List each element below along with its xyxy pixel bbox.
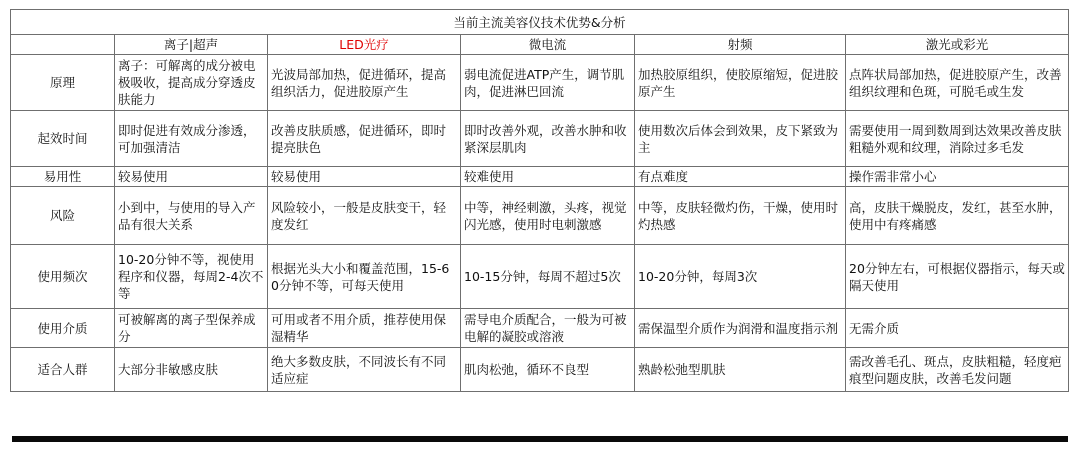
row-label-principle: 原理: [11, 55, 115, 111]
table-row: [11, 167, 1069, 187]
table-cell: 加热胶原组织，使胶原缩短，促进胶原产生: [635, 55, 846, 111]
table-cell: 较易使用: [268, 167, 461, 187]
table-row: [11, 348, 1069, 392]
table-cell: 10-15分钟，每周不超过5次: [461, 245, 635, 309]
table-cell: 有点难度: [635, 167, 846, 187]
header-microcurrent: 微电流: [461, 35, 635, 55]
header-radio-frequency: 射频: [635, 35, 846, 55]
table-cell: 小到中，与使用的导入产品有很大关系: [115, 187, 268, 245]
comparison-table-container: [10, 9, 1068, 392]
table-row: [11, 245, 1069, 309]
row-label-suitable-group: 适合人群: [11, 348, 115, 392]
table-title: 当前主流美容仪技术优势&分析: [11, 10, 1069, 35]
table-cell: 离子：可解离的成分被电极吸收，提高成分穿透皮肤能力: [115, 55, 268, 111]
row-label-ease-of-use: 易用性: [11, 167, 115, 187]
table-cell: 风险较小，一般是皮肤变干，轻度发红: [268, 187, 461, 245]
table-cell: 中等，皮肤轻微灼伤，干燥，使用时灼热感: [635, 187, 846, 245]
table-cell: 改善皮肤质感，促进循环，即时提亮肤色: [268, 111, 461, 167]
table-cell: 需要使用一周到数周到达效果改善皮肤粗糙外观和纹理，消除过多毛发: [846, 111, 1069, 167]
table-cell: 肌肉松弛，循环不良型: [461, 348, 635, 392]
table-cell: 熟龄松弛型肌肤: [635, 348, 846, 392]
table-row: [11, 309, 1069, 348]
table-cell: 较难使用: [461, 167, 635, 187]
table-cell: 10-20分钟不等，视使用程序和仪器，每周2-4次不等: [115, 245, 268, 309]
table-cell: 光波局部加热，促进循环，提高组织活力，促进胶原产生: [268, 55, 461, 111]
row-label-risk: 风险: [11, 187, 115, 245]
table-cell: 较易使用: [115, 167, 268, 187]
row-label-onset-time: 起效时间: [11, 111, 115, 167]
table-cell: 无需介质: [846, 309, 1069, 348]
table-cell: 即时改善外观，改善水肿和收紧深层肌肉: [461, 111, 635, 167]
row-label-frequency: 使用频次: [11, 245, 115, 309]
table-cell: 根据光头大小和覆盖范围，15-60分钟不等，可每天使用: [268, 245, 461, 309]
table-cell: 10-20分钟，每周3次: [635, 245, 846, 309]
header-led: LED光疗: [268, 35, 461, 55]
table-cell: 弱电流促进ATP产生，调节肌肉，促进淋巴回流: [461, 55, 635, 111]
table-cell: 高，皮肤干燥脱皮，发红，甚至水肿，使用中有疼痛感: [846, 187, 1069, 245]
table-cell: 即时促进有效成分渗透，可加强清洁: [115, 111, 268, 167]
table-cell: 操作需非常小心: [846, 167, 1069, 187]
table-cell: 使用数次后体会到效果，皮下紧致为主: [635, 111, 846, 167]
table-cell: 可用或者不用介质，推荐使用保湿精华: [268, 309, 461, 348]
bottom-black-bar: [12, 436, 1068, 442]
table-cell: 需改善毛孔、斑点，皮肤粗糙，轻度疤痕型问题皮肤，改善毛发问题: [846, 348, 1069, 392]
table-row: [11, 55, 1069, 111]
table-cell: 可被解离的离子型保养成分: [115, 309, 268, 348]
comparison-table: [10, 9, 1069, 392]
table-cell: 需导电介质配合，一般为可被电解的凝胶或溶液: [461, 309, 635, 348]
table-cell: 大部分非敏感皮肤: [115, 348, 268, 392]
row-label-medium: 使用介质: [11, 309, 115, 348]
table-row: [11, 187, 1069, 245]
table-cell: 需保温型介质作为润滑和温度指示剂: [635, 309, 846, 348]
table-row: [11, 111, 1069, 167]
table-cell: 20分钟左右，可根据仪器指示，每天或隔天使用: [846, 245, 1069, 309]
table-cell: 点阵状局部加热，促进胶原产生，改善组织纹理和色斑，可脱毛或生发: [846, 55, 1069, 111]
header-ion-ultrasound: 离子|超声: [115, 35, 268, 55]
header-corner: [11, 35, 115, 55]
table-cell: 中等，神经刺激，头疼，视觉闪光感，使用时电刺激感: [461, 187, 635, 245]
table-cell: 绝大多数皮肤，不同波长有不同适应症: [268, 348, 461, 392]
header-laser-ipl: 激光或彩光: [846, 35, 1069, 55]
